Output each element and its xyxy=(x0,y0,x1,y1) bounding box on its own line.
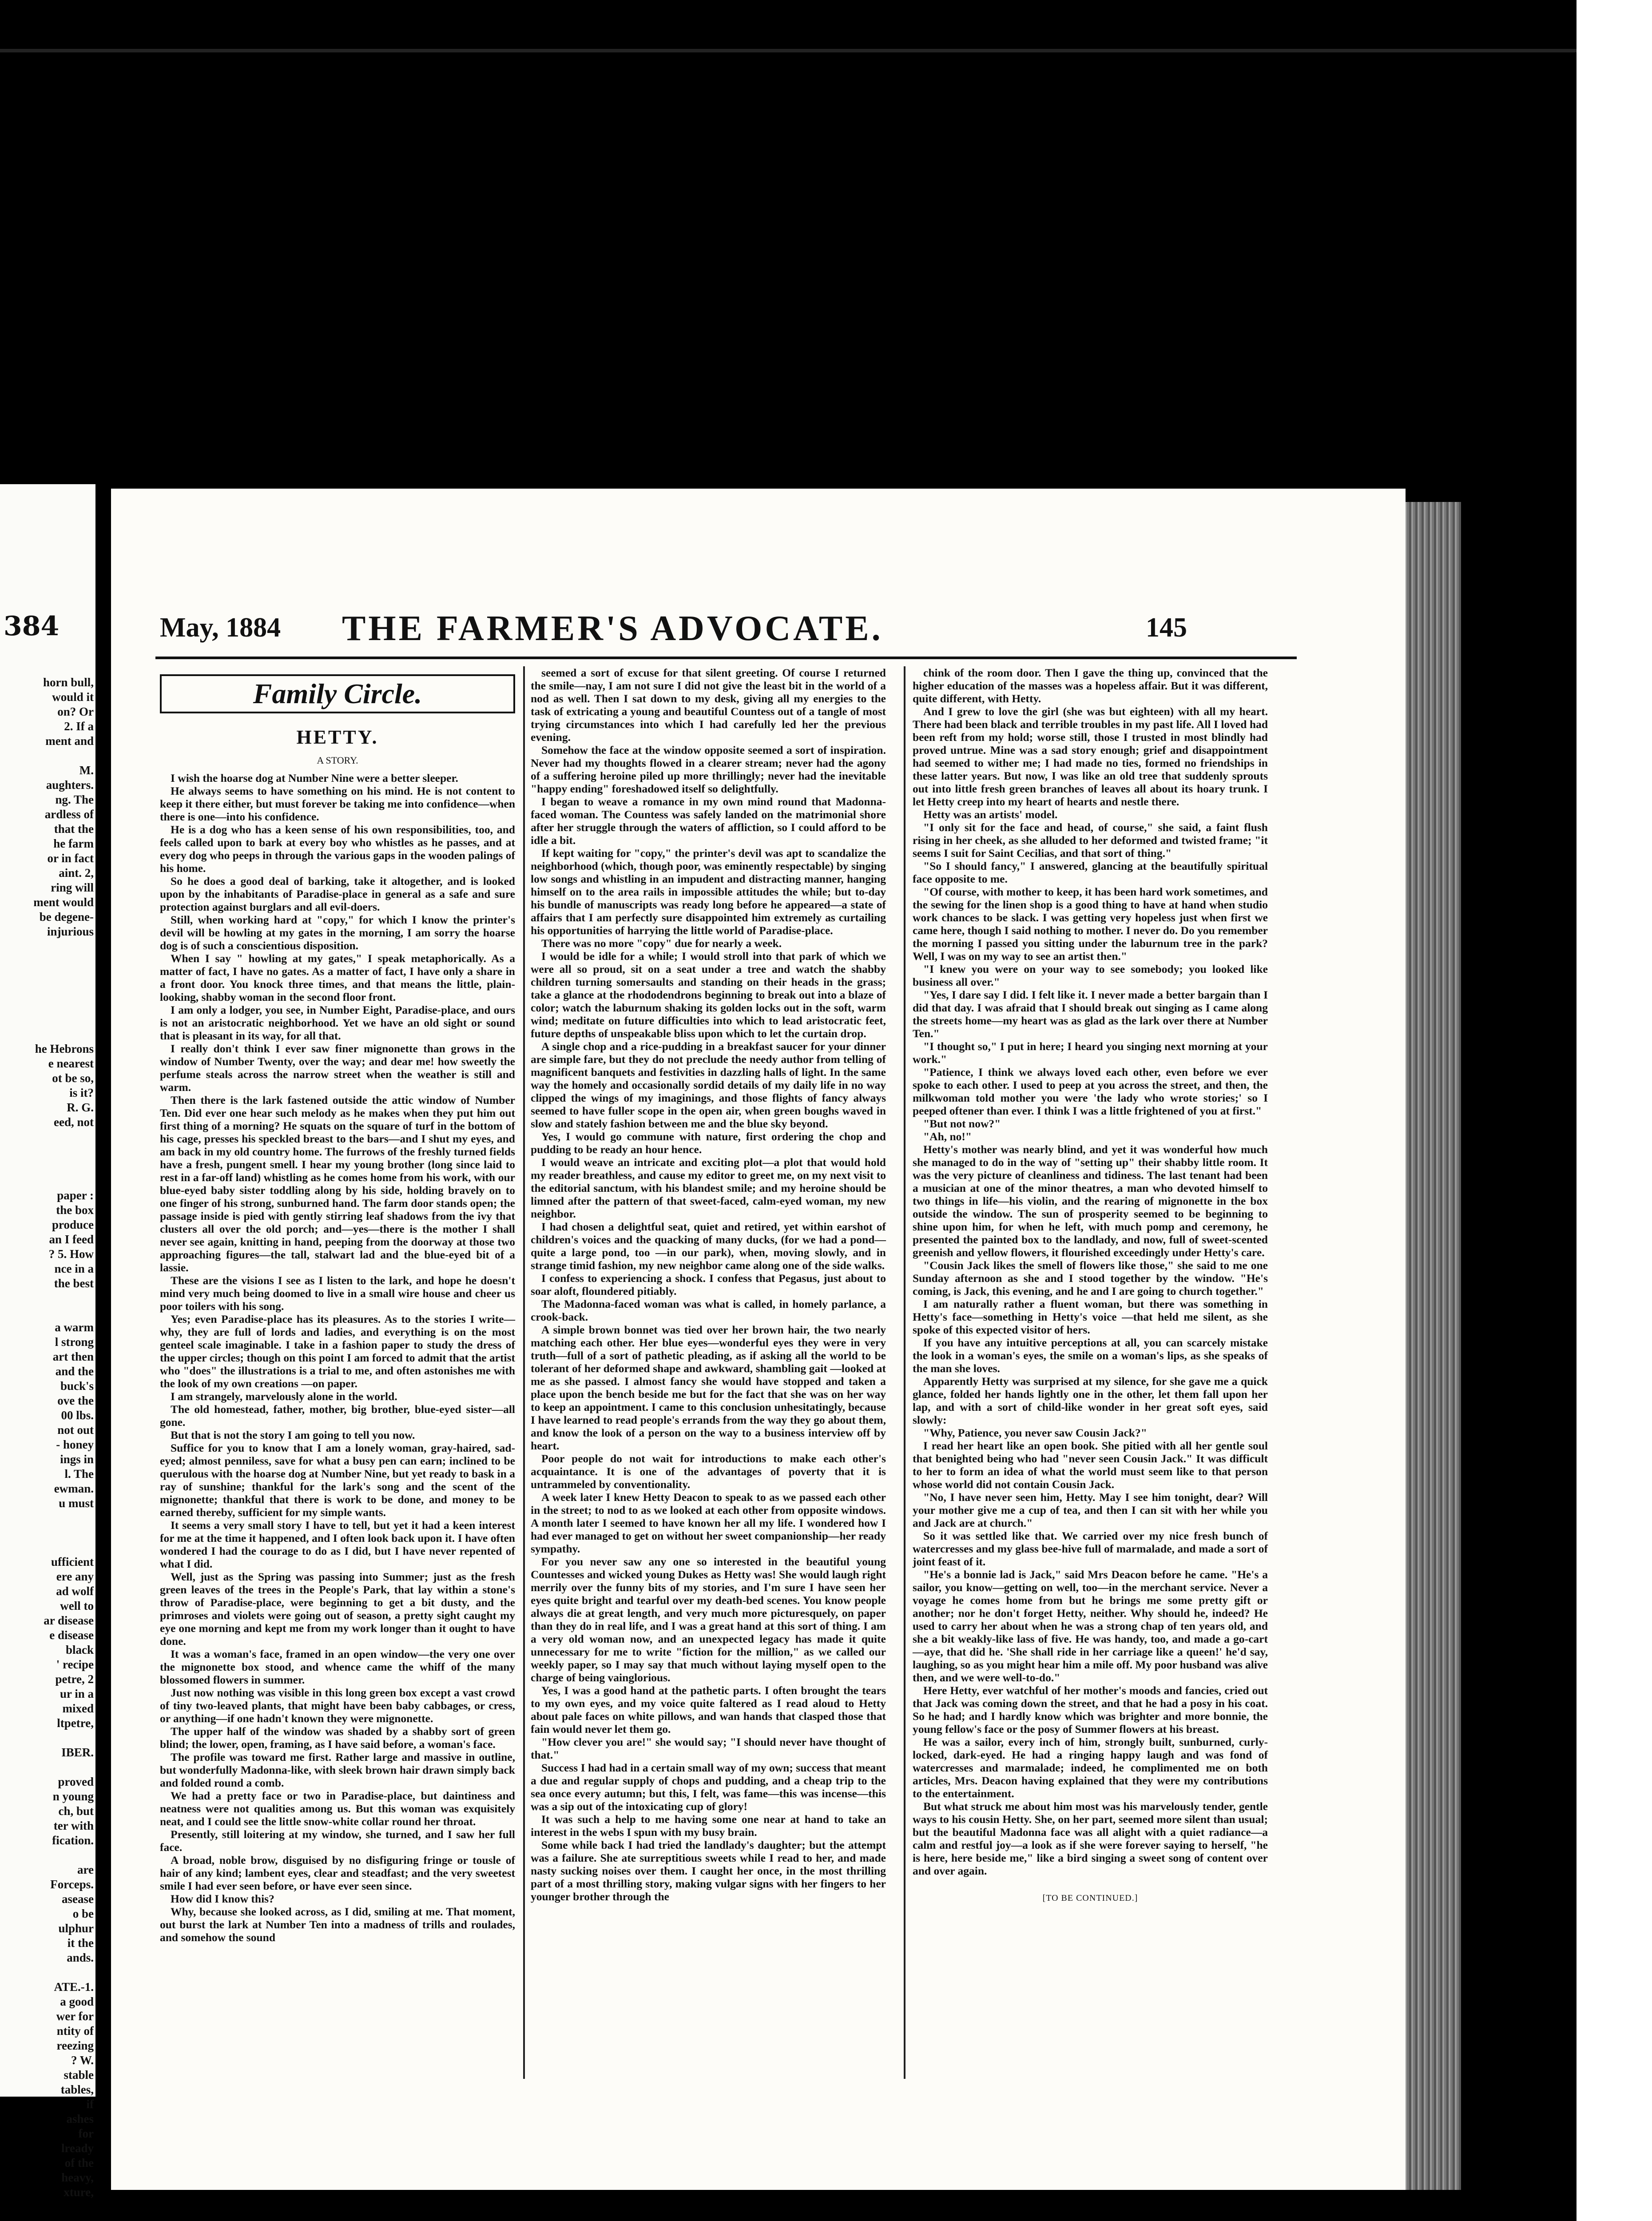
left-page-line xyxy=(0,998,94,1012)
column-3-text xyxy=(913,666,1268,1877)
page-number: 145 xyxy=(1146,613,1187,643)
left-page-line: ATE.-1. xyxy=(54,1980,94,1994)
paragraph: Yes, I was a good hand at the pathetic parts. I often brought the tears to my own eyes, and my voice quite faltered as I read aloud to Hetty about pale faces on white pillows, and wan hands that clasped those that fain would never let them go. xyxy=(531,1684,886,1735)
paragraph: I read her heart like an open book. She pitied with all her gentle soul that benighted being who had "never seen Cousin Jack." It was difficult to her to form an idea of what the world must seem like to that person whose world did not contain Cousin Jack. xyxy=(913,1439,1268,1491)
left-page-line xyxy=(0,1144,94,1159)
left-page-line: lready xyxy=(61,2141,94,2155)
paragraph: For you never saw any one so interested in the beautiful young Countesses and wicked young Dukes as Hetty was! She would laugh right merrily over the funny bits of my stories, and I'm sure I have seen her eyes quite bright and tearful over my death-bed scenes. You know people always die at great length, and very much more picturesquely, on paper than they do in real life, and I was a great hand at this sort of thing. I am a very old woman now, and an unexpected legacy has made it quite unnecessary for me to write "fiction for the million," as we called our weekly paper, so I may say that much without laying myself open to the charge of being vainglorious. xyxy=(531,1555,886,1684)
paragraph: A broad, noble brow, disguised by no disfiguring fringe or tousle of hair of any kind; lambent eyes, clear and steadfast; and the very sweetest smile I had ever seen before, or have ever seen since. xyxy=(160,1854,515,1892)
left-page-line xyxy=(0,1731,94,1745)
left-page-line: proved xyxy=(58,1775,94,1788)
left-neighbour-page xyxy=(0,484,95,2199)
paragraph: Here Hetty, ever watchful of her mother's moods and fancies, cried out that Jack was coming down the street, and that he had a posy in his coat. So he had; and I hardly know which was brighter and more bonnie, the young fellow's face or the posy of Summer flowers at his breast. xyxy=(913,1684,1268,1735)
left-page-line: Forceps. xyxy=(50,1878,94,1891)
left-page-line: be degene- xyxy=(39,910,94,923)
left-page-line: ardless of xyxy=(44,808,94,821)
left-page-line: produce xyxy=(52,1218,94,1231)
left-page-line: injurious xyxy=(47,925,94,938)
paragraph: It seems a very small story I have to tell, but yet it had a keen interest for me at the time it happened, and I often look back upon it. I have often wondered I had the courage to do as I did, but I have never repented of what I did. xyxy=(160,1519,515,1570)
paragraph: A week later I knew Hetty Deacon to speak to as we passed each other in the street; to nod to as we looked at each other from opposite windows. A month later I seemed to have known her all my life. I wondered how I had ever managed to get on without her sweet companionship—her ready sympathy. xyxy=(531,1491,886,1555)
left-page-line: u must xyxy=(59,1497,94,1510)
column-1-text xyxy=(160,772,515,1944)
left-page-line: for xyxy=(78,2127,94,2140)
paragraph: I wish the hoarse dog at Number Nine were a better sleeper. xyxy=(171,772,458,784)
paragraph: We had a pretty face or two in Paradise-place, but daintiness and neatness were not qualities among us. But this woman was exquisitely neat, and I could see the little snow-white collar round her throat. xyxy=(160,1789,515,1828)
left-page-line: stable xyxy=(64,2068,94,2082)
left-page-line xyxy=(0,939,94,954)
paragraph: I am naturally rather a fluent woman, but there was something in Hetty's face—something in Hetty's voice —that held me silent, as she spoke of this expected visitor of hers. xyxy=(913,1298,1268,1336)
left-page-line: R. G. xyxy=(67,1101,94,1114)
scan-margin-right xyxy=(1577,0,1652,2221)
left-page-line: ntity of xyxy=(56,2024,94,2038)
left-page-line xyxy=(0,1306,94,1320)
left-page-line: xture, xyxy=(64,2185,94,2199)
left-page-line: l strong xyxy=(55,1335,94,1349)
paragraph: A single chop and a rice-pudding in a breakfast saucer for your dinner are simple fare, but they do not preclude the needy author from telling of magnificent banquets and festivities in dazzling halls of light. In the same way the homely and occasionally sordid details of my daily life in no way clipped the wings of my imaginings, and those flights of fancy always seemed to have fuller scope in the open air, when green boughs waved in slow and stately fashion between me and the blue sky beyond. xyxy=(531,1040,886,1130)
column-rule xyxy=(904,666,905,2079)
paragraph: If you have any intuitive perceptions at all, you can scarcely mistake the look in a woman's eyes, the smile on a woman's lips, as she speaks of the man she loves. xyxy=(913,1336,1268,1375)
left-page-line: ch, but xyxy=(58,1804,94,1818)
left-page-line: eed, not xyxy=(54,1115,94,1129)
left-page-line: ' recipe xyxy=(56,1658,94,1671)
paragraph: Suffice for you to know that I am a lonely woman, gray-haired, sad-eyed; almost penniless, save for what a busy pen can earn; inclined to be querulous with the hoarse dog at Number Nine, but yet ready to bask in a ray of sunshine; thankful for the lark's song and the scent of the mignonette; thankful that there is work to be done, and money to be earned thereby, sufficient for my simple wants. xyxy=(160,1441,515,1519)
paragraph: "Yes, I dare say I did. I felt like it. I never made a better bargain than I did that day. I was afraid that I should break out singing as I came along the streets home—my heart was as glad as the lark over there at Number Ten." xyxy=(913,988,1268,1040)
paragraph: "How clever you are!" she would say; "I should never have thought of that." xyxy=(531,1735,886,1761)
paragraph: The old homestead, father, mother, big brother, blue-eyed sister—all gone. xyxy=(160,1403,515,1429)
left-page-line xyxy=(0,1130,94,1144)
paragraph: I really don't think I ever saw finer mignonette than grows in the window of Number Twenty, over the way; and dear me! how sweetly the perfume steals across the narrow street when the weather is still and warm. xyxy=(160,1042,515,1094)
left-page-line: 00 lbs. xyxy=(61,1409,94,1422)
paragraph: Hetty was an artists' model. xyxy=(923,808,1058,821)
left-page-line: he Hebrons xyxy=(35,1042,94,1055)
left-page-line: ? 5. How xyxy=(48,1247,94,1261)
left-page-line: ulphur xyxy=(58,1922,94,1935)
left-page-line xyxy=(0,1965,94,1980)
paragraph: Still, when working hard at "copy," for which I know the printer's devil will be howling at my gates in the morning, I am sorry the hoarse dog is of such a conscientious disposition. xyxy=(160,913,515,952)
paragraph: It was such a help to me having some one near at hand to take an interest in the webs I spun with my busy brain. xyxy=(531,1813,886,1839)
column-2-text xyxy=(531,666,886,1903)
left-page-line: reezing xyxy=(56,2039,94,2052)
paragraph: I confess to experiencing a shock. I confess that Pegasus, just about to soar aloft, floundered pitiably. xyxy=(531,1272,886,1298)
left-page-line: horn bull, xyxy=(43,676,94,689)
paragraph: "Why, Patience, you never saw Cousin Jack?" xyxy=(923,1426,1147,1439)
left-page-line: a warm xyxy=(55,1321,94,1334)
paragraph: There was no more "copy" due for nearly a week. xyxy=(541,937,782,950)
left-page-line: ter with xyxy=(53,1819,94,1832)
paragraph: How did I know this? xyxy=(171,1892,274,1905)
left-page-line xyxy=(0,1540,94,1555)
left-page-line: art then xyxy=(52,1350,94,1363)
left-page-line: tables, xyxy=(60,2083,94,2096)
paragraph: Poor people do not wait for introductions to make each other's acquaintance. It is one of the advantages of poverty that it is untrammeled by conventionality. xyxy=(531,1452,886,1491)
story-subtitle: A STORY. xyxy=(317,755,358,766)
paragraph: I had chosen a delightful seat, quiet and retired, yet within earshot of children's voices and the quacking of many ducks, (for we had a pond—quite a large pond, too —in our park), when, moving slowly, and in strange timid fashion, my new neighbor came along one of the side walks. xyxy=(531,1220,886,1272)
left-page-line: would it xyxy=(52,690,94,704)
paragraph: "Of course, with mother to keep, it has been hard work sometimes, and the sewing for the linen shop is a good thing to have at hand when studio work chances to be slack. I was getting very hopeless just when first we came here, though I said nothing to mother. I never do. Do you remember the morning I passed you sitting under the laburnum tree in the park? Well, I was on my way to see an artist then." xyxy=(913,885,1268,963)
left-page-line xyxy=(0,748,94,763)
left-page-line: ot be so, xyxy=(52,1071,94,1085)
to-be-continued: [TO BE CONTINUED.] xyxy=(1042,1893,1138,1903)
paragraph: "I knew you were on your way to see somebody; you looked like business all over." xyxy=(913,963,1268,988)
paragraph: "Patience, I think we always loved each other, even before we ever spoke to each other. I used to peep at you across the street, and then, the milkwoman told mother you were 'the lady who wrote stories;' so I peeped oftener than ever. I think I was a little frightened of you at first." xyxy=(913,1066,1268,1117)
paragraph: "No, I have never seen him, Hetty. May I see him tonight, dear? Will your mother give me a cup of tea, and then I can sit with her while you and Jack are at church." xyxy=(913,1491,1268,1529)
paragraph: But what struck me about him most was his marvelously tender, gentle ways to his cousin Hetty. She, on her part, seemed more silent than usual; but the beautiful Madonna face was all alight with a quiet radiance—a calm and restful joy—a look as if she were forever saying to herself, "he is here, here beside me," like a bird singing a sweet song of content over and over again. xyxy=(913,1800,1268,1877)
left-page-line: that the xyxy=(54,822,94,836)
left-page-line: mixed xyxy=(62,1702,94,1715)
paragraph: So he does a good deal of barking, take it altogether, and is looked upon by the inhabitants of Paradise-place in general as a safe and sure protection against burglars and all evil-doers. xyxy=(160,875,515,913)
left-page-line: if xyxy=(86,2098,94,2111)
left-page-line: ? W. xyxy=(71,2054,94,2067)
paragraph: He was a sailor, every inch of him, strongly built, sunburned, curly-locked, dark-eyed. He had a ringing happy laugh and was fond of watercresses and marmalade; indeed, he complimented me on both articles, Mrs. Deacon having explained that they were my contributions to the entertainment. xyxy=(913,1735,1268,1800)
left-page-line: the best xyxy=(54,1277,94,1290)
paragraph: Hetty's mother was nearly blind, and yet it was wonderful how much she managed to do in the way of "setting up" their shabby little room. It was the very picture of cleanliness and tidiness. The last tenant had been a musician at one of the minor theatres, a man who devoted himself to two things in life—his violin, and the rearing of mignonette in the box outside the window. The sun of prosperity seemed to be beginning to shine upon him, for when he left, with much pomp and ceremony, he presented the painted box to the landlady, and now, full of sweet-scented greenish and yellow flowers, it flourished exceedingly under Hetty's care. xyxy=(913,1143,1268,1259)
scan-top-edge xyxy=(0,49,1577,52)
paragraph: "So I should fancy," I answered, glancing at the beautifully spiritual face opposite to me. xyxy=(913,860,1268,885)
paragraph: Yes; even Paradise-place has its pleasures. As to the stories I write—why, they are full of lords and ladies, and everything is on the most genteel scale imaginable. I take in a fashion paper to study the dress of the upper circles; though on this point I am forced to admit that the artist who "does" the illustrations is a trial to me, and often astonishes me with the look of my own creations —on paper. xyxy=(160,1313,515,1390)
left-page-line: ar disease xyxy=(44,1614,94,1627)
paragraph: seemed a sort of excuse for that silent greeting. Of course I returned the smile—nay, I am not sure I did not give the least bit in the world of a nod as well. Then I sat down to my desk, giving all my energies to the task of extricating a young and beautiful Countess out of a tangle of most trying circumstances into which I had carefully led her the previous evening. xyxy=(531,666,886,744)
column-rule xyxy=(523,666,525,2079)
left-page-line: ings in xyxy=(60,1453,94,1466)
left-page-line: nce in a xyxy=(54,1262,94,1275)
left-page-line xyxy=(0,1848,94,1863)
left-page-number: 384 xyxy=(4,611,60,642)
left-page-line: ring will xyxy=(51,881,94,894)
left-page-line: are xyxy=(77,1863,94,1876)
left-page-line: a good xyxy=(60,1995,94,2008)
paragraph: I began to weave a romance in my own mind round that Madonna-faced woman. The Countess was safely landed on the matrimonial shore after her struggle through the waters of affliction, so I could afford to be idle a bit. xyxy=(531,795,886,847)
column-3 xyxy=(913,666,1268,2070)
paragraph: I would be idle for a while; I would stroll into that park of which we were all so proud, sit on a seat under a tree and watch the shabby children turning somersaults and standing on their heads in the grass; take a glance at the rhododendrons beginning to break out into a blaze of color; watch the laburnum shaking its golden locks out in the soft, warm wind; meditate on future difficulties into which to lead aristocratic feet, future depths of unspeakable bliss upon which to let the curtain drop. xyxy=(531,950,886,1040)
left-page-line: or in fact xyxy=(47,852,94,865)
paragraph: "I only sit for the face and head, of course," she said, a faint flush rising in her cheek, as she alluded to her deformed and twisted frame; "it seems I suit for Saint Cecilias, and that sort of thing." xyxy=(913,821,1268,860)
left-page-line: ewman. xyxy=(54,1482,94,1495)
left-page-line: - honey xyxy=(56,1438,94,1451)
left-page-line: petre, 2 xyxy=(55,1672,94,1686)
left-page-line: the box xyxy=(56,1203,94,1217)
left-page-line: aughters. xyxy=(46,778,94,792)
section-heading: Family Circle. xyxy=(160,674,515,713)
left-page-line: e disease xyxy=(49,1628,94,1642)
left-page-line: is it? xyxy=(69,1086,94,1099)
left-page-line: M. xyxy=(79,764,94,777)
paragraph: I would weave an intricate and exciting plot—a plot that would hold my reader breathless, and cause my editor to greet me, on my next visit to the editorial sanctum, with his blandest smile; and my heroine should be limned after the pattern of that sweet-faced, calm-eyed woman, my new neighbor. xyxy=(531,1156,886,1220)
left-page-line xyxy=(0,1760,94,1775)
left-page-line: ere any xyxy=(56,1570,94,1583)
left-page-line xyxy=(0,1012,94,1027)
left-page-line xyxy=(0,1525,94,1540)
left-page-line: black xyxy=(65,1643,94,1656)
left-page-line: ad wolf xyxy=(56,1584,94,1598)
left-page-line: o be xyxy=(72,1907,94,1920)
paragraph: Some while back I had tried the landlady's daughter; but the attempt was a failure. She ate surreptitious sweets while I read to her, and made nasty sucking noises over them. I caught her once, in the most thrilling part of a most thrilling story, making vulgar signs with her fingers to her younger brother through the xyxy=(531,1839,886,1903)
left-page-line: an I feed xyxy=(49,1233,94,1246)
paragraph: Then there is the lark fastened outside the attic window of Number Ten. Did ever one hear such melody as he makes when they put him out first thing of a morning? He squats on the square of turf in the bottom of his cage, presses his speckled breast to the bars—and I shut my eyes, and am back in my old country home. The furrows of the freshly turned fields have a fresh, pungent smell. I hear my young brother (long since laid to rest in a far-off land) whistling as he comes home from his work, with our blue-eyed baby sister toddling along by his side, holding bravely on to one finger of his strong, sunburned hand. The farm door stands open; the passage inside is pied with gently stirring leaf shadows from the ivy that clusters all over the old porch; and—yes—there is the mother I shall never see again, knitting in hand, peeping from the doorway at those two approaching figures—the tall, stalwart lad and the blue-eyed bit of a lassie. xyxy=(160,1094,515,1274)
paragraph: Well, just as the Spring was passing into Summer; just as the fresh green leaves of the trees in the People's Park, that lay within a stone's throw of Paradise-place, were beginning to get a bit dusty, and the primroses and violets were going out of season, a pretty sight caught my eye one morning and kept me from my work longer than it ought to have done. xyxy=(160,1570,515,1648)
paragraph: Presently, still loitering at my window, she turned, and I saw her full face. xyxy=(160,1828,515,1854)
paragraph: The upper half of the window was shaded by a shabby sort of green blind; the lower, open, framing, as I have said before, a woman's face. xyxy=(160,1725,515,1751)
paragraph: Why, because she looked across, as I did, smiling at me. That moment, out burst the lark at Number Ten into a madness of trills and roulades, and somehow the sound xyxy=(160,1905,515,1944)
paragraph: And I grew to love the girl (she was but eighteen) with all my heart. There had been black and terrible troubles in my past life. All I loved had been reft from my hold; worse still, those I trusted in most blindly had proved untrue. Mine was a sad story enough; grief and disappointment had seemed to wither me; I had made no ties, formed no friendships in these latter years. But now, I was like an old tree that suddenly sprouts out into little fresh green branches of leaves all about its hoary trunk. I let Hetty creep into my heart of hearts and nestle there. xyxy=(913,705,1268,808)
left-page-line: aint. 2, xyxy=(59,866,94,880)
left-page-line: ment and xyxy=(45,734,94,748)
paragraph: "Ah, no!" xyxy=(923,1130,972,1143)
paragraph: Just now nothing was visible in this long green box except a vast crowd of tiny two-leaved plants, that might have been baby cabbages, or cress, or anything—if one hadn't known they were mignonette. xyxy=(160,1686,515,1725)
paragraph: When I say " howling at my gates," I speak metaphorically. As a matter of fact, I have no gates. As a matter of fact, I have only a share in a front door. You knock three times, and that means the little, plain-looking, shabby woman in the second floor front. xyxy=(160,952,515,1003)
left-page-line: on? Or xyxy=(57,705,94,718)
left-page-line: fication. xyxy=(52,1834,94,1847)
left-page-line: wer for xyxy=(56,2010,94,2023)
left-page-line: ur in a xyxy=(60,1687,94,1700)
left-page-line: ove the xyxy=(57,1394,94,1407)
paragraph: The Madonna-faced woman was what is called, in homely parlance, a crook-back. xyxy=(531,1298,886,1323)
left-page-fragments xyxy=(0,675,95,2200)
paragraph: A simple brown bonnet was tied over her brown hair, the two nearly matching each other. Her blue eyes—wonderful eyes they were in very truth—full of a sort of pathetic pleading, as if asking all the world to be tolerant of her deformed shape and awkward, shambling gait —looked at me as she passed. I almost fancy she would have stopped and taken a place upon the bench beside me but for the fact that she was on her way to keep an appointment. I came to this conclusion unhesitatingly, because I have learned to read people's errands from the way they go about them, and know the look of a person on the way to a business interview off by heart. xyxy=(531,1323,886,1452)
left-page-line xyxy=(0,983,94,998)
paragraph: But that is not the story I am going to tell you now. xyxy=(171,1429,415,1441)
paragraph: It was a woman's face, framed in an open window—the very one over the mignonette box stood, and whence came the whiff of the many blossomed flowers in summer. xyxy=(160,1648,515,1686)
paragraph: Somehow the face at the window opposite seemed a sort of inspiration. Never had my thoughts flowed in a clearer stream; never had the agony of a suffering heroine piled up more thrillingly; never had the inevitable "happy ending" foreshadowed itself so delightfully. xyxy=(531,744,886,795)
paragraph: "Cousin Jack likes the smell of flowers like those," she said to me one Sunday afternoon as she and I stood together by the window. "He's coming, is Jack, this evening, and he and I are going to church together." xyxy=(913,1259,1268,1298)
left-page-line: it the xyxy=(67,1936,94,1950)
left-page-line: 2. If a xyxy=(64,720,94,733)
column-2 xyxy=(531,666,886,2070)
left-page-line: e nearest xyxy=(48,1057,94,1070)
paragraph: Apparently Hetty was surprised at my silence, for she gave me a quick glance, folded her hands lightly one in the other, let them fall upon her lap, and with a sort of child-like wonder in her great soft eyes, said slowly: xyxy=(913,1375,1268,1426)
left-page-line: asease xyxy=(62,1892,94,1906)
left-page-line xyxy=(0,1291,94,1306)
paragraph: If kept waiting for "copy," the printer's devil was apt to scandalize the neighborhood (which, though poor, was eminently respectable) by singing low songs and whistling in an impudent and distracting manner, hanging himself on to the area rails in impossible attitudes the while; but to-day his bundle of manuscripts was ready long before he appeared—a state of affairs that I am perfectly sure disappointed him extremely as curtailing his opportunities of harrying the little world of Paradise-place. xyxy=(531,847,886,937)
paragraph: I am only a lodger, you see, in Number Eight, Paradise-place, and ours is not an aristocratic neighborhood. Yet we have an old sight or sound that is pleasant in its way, for all that. xyxy=(160,1003,515,1042)
story-title: HETTY. xyxy=(296,726,379,748)
paragraph: I am strangely, marvelously alone in the world. xyxy=(171,1390,397,1403)
paragraph: Yes, I would go commune with nature, first ordering the chop and pudding to be ready an hour hence. xyxy=(531,1130,886,1156)
paragraph: The profile was toward me first. Rather large and massive in outline, but wonderfully Madonna-like, with sleek brown hair drawn simply back and folded round a comb. xyxy=(160,1751,515,1789)
left-page-line: and the xyxy=(55,1365,94,1378)
left-page-line: not out xyxy=(57,1423,94,1437)
left-page-line: IBER. xyxy=(61,1746,94,1759)
paragraph: He is a dog who has a keen sense of his own responsibilities, too, and feels called upon to bark at every boy who whistles as he passes, and at every dog who peeps in through the various gaps in the wooden palings of his home. xyxy=(160,823,515,875)
paragraph: "But not now?" xyxy=(923,1117,1001,1130)
left-page-line: n young xyxy=(52,1790,94,1803)
left-page-line: ashes xyxy=(66,2112,94,2125)
left-page-line: ng. The xyxy=(55,793,94,806)
left-page-line: ment would xyxy=(33,896,94,909)
paragraph: Success I had had in a certain small way of my own; success that meant a due and regular supply of chops and pudding, and a cheap trip to the sea once every autumn; but this, I felt, was fame—this was incense—this was a sip out of the intoxicating cup of glory! xyxy=(531,1761,886,1813)
left-page-line xyxy=(0,1027,94,1042)
paragraph: "I thought so," I put in here; I heard you singing next morning at your work." xyxy=(913,1040,1268,1066)
left-page-line: he farm xyxy=(53,837,94,850)
masthead-title: THE FARMER'S ADVOCATE. xyxy=(342,609,883,648)
paragraph: So it was settled like that. We carried over my nice fresh bunch of watercresses and my glass bee-hive full of marmalade, and made a sort of joint feast of it. xyxy=(913,1529,1268,1568)
paragraph: He always seems to have something on his mind. He is not content to keep it there either, but must forever be taking me into confidence—when there is one—into his confidence. xyxy=(160,784,515,823)
left-page-line xyxy=(0,1174,94,1188)
paragraph: "He's a bonnie lad is Jack," said Mrs Deacon before he came. "He's a sailor, you know—getting on well, too—in the merchant service. Never a voyage he comes home from but he brings me some pretty gift or another; nor he don't forget Hetty, neither. Why should he, indeed? He used to carry her about when he was a strong chap of ten years old, and she a bit weakly-like lass of five. He was handy, too, and made a go-cart—aye, that did he. 'She shall ride in her carriage like a queen!' he'd say, laughing, so as you might hear him a mile off. My poor husband was alive then, and we were well-to-do." xyxy=(913,1568,1268,1684)
left-page-line: heavy, xyxy=(61,2171,94,2184)
masthead-rule xyxy=(155,657,1297,659)
left-page-line: paper : xyxy=(57,1189,94,1202)
left-page-line xyxy=(0,954,94,968)
left-page-line: l. The xyxy=(64,1467,94,1481)
left-page-line: buck's xyxy=(60,1379,94,1393)
paragraph: These are the visions I see as I listen to the lark, and hope he doesn't mind very much being doomed to live in a small wire house and cheer us poor toilers with his song. xyxy=(160,1274,515,1313)
left-page-line: ufficient xyxy=(51,1555,94,1568)
paragraph: chink of the room door. Then I gave the thing up, convinced that the higher education of the masses was a hopeless affair. But it was different, quite different, with Hetty. xyxy=(913,666,1268,705)
left-page-line: of the xyxy=(64,2156,94,2169)
column-1 xyxy=(160,666,515,2070)
masthead-date: May, 1884 xyxy=(160,613,281,643)
left-page-line xyxy=(0,1159,94,1174)
left-page-line: well to xyxy=(60,1599,94,1612)
left-page-line: ltpetre, xyxy=(57,1716,94,1730)
left-page-line: ands. xyxy=(67,1951,94,1964)
left-page-line xyxy=(0,968,94,983)
left-page-line xyxy=(0,1511,94,1525)
